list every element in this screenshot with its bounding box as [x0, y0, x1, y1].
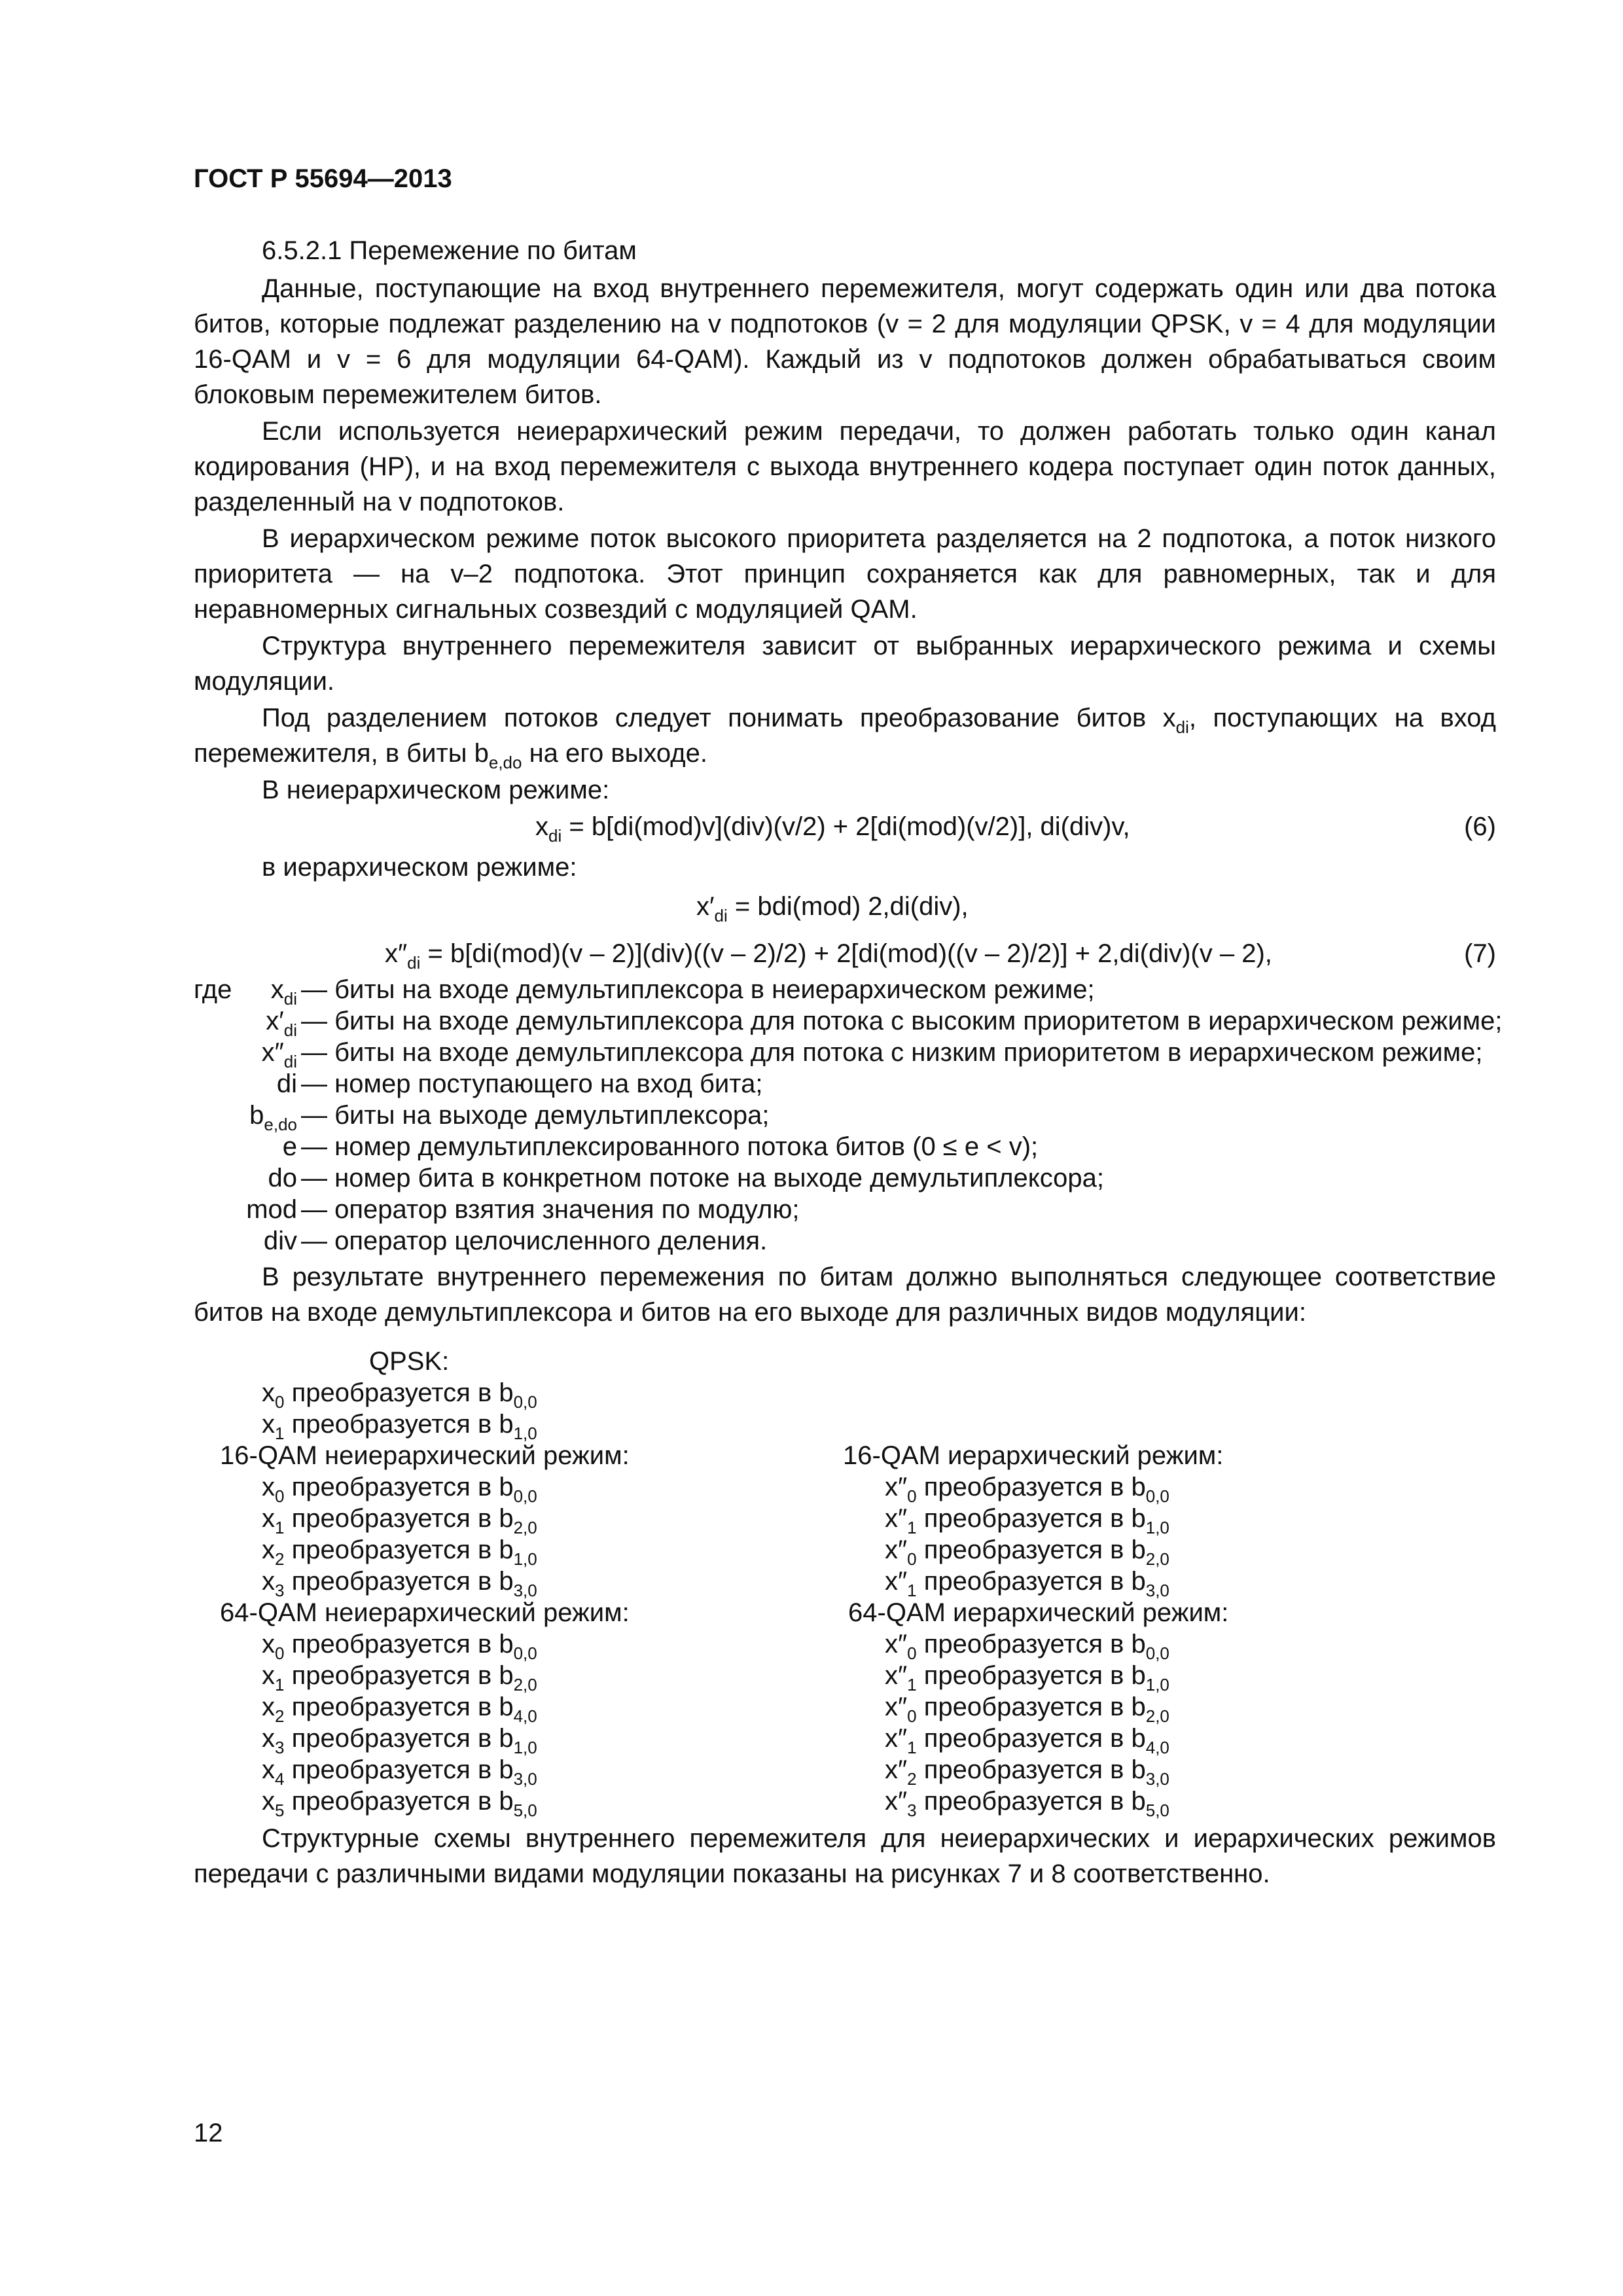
- equation-7a-body: $x'_{di} = bdi(mod)$ 2,di(div),: [696, 892, 969, 925]
- definitions-list: [194, 974, 1503, 1257]
- mapping-row: $x''_0$ преобразуется в $b_{0,0}$: [885, 1630, 1169, 1663]
- mapping-row: $x_0$ преобразуется в $b_{0,0}$: [262, 1630, 537, 1663]
- paragraph-3: В иерархическом режиме поток высокого приоритета разделяется на 2 подпотока, а поток низкого приоритета — на v–2 подпотока. Этот принцип сохраняется как для равномерных, так и для неравномерных сигнальных созвездий с модуляцией QAM.: [194, 524, 1496, 624]
- mapping-row: $x''_1$ преобразуется в $b_{1,0}$: [885, 1504, 1169, 1537]
- qam16-hier-mapping: [843, 1440, 1224, 1600]
- paragraph-1: Данные, поступающие на вход внутреннего перемежителя, могут содержать один или два потока битов, которые подлежат разделению на v подпотоков (v = 2 для модуляции QPSK, v = 4 для модуляции 16-QAM и v = 6 для модуляции 64-QAM). Каждый из v подпотоков должен обрабатываться своим блоковым перемежителем битов.: [194, 274, 1496, 409]
- equation-7-number: (7): [1464, 939, 1496, 968]
- mapping-row: $x''_0$ преобразуется в $b_{2,0}$: [885, 1693, 1169, 1726]
- mapping-row: $x_0$ преобразуется в $b_{0,0}$: [262, 1473, 537, 1506]
- mapping-row: $x_4$ преобразуется в $b_{3,0}$: [262, 1755, 537, 1789]
- definition-item: $x''_{di}$ — биты на входе демультиплексора для потока с низким приоритетом в иерархическом режиме;: [261, 1038, 1483, 1071]
- qam16-hier-title: 16-QAM иерархический режим:: [843, 1441, 1224, 1470]
- section-title: 6.5.2.1 Перемежение по битам: [262, 236, 637, 265]
- equation-6-number: (6): [1464, 812, 1496, 841]
- main-content: [194, 233, 1503, 1893]
- definition-item: div — оператор целочисленного деления.: [263, 1227, 768, 1255]
- qam16-nonhier-mapping: [220, 1440, 630, 1600]
- mapping-row: $x''_1$ преобразуется в $b_{1,0}$: [885, 1661, 1169, 1695]
- definition-item: mod — оператор взятия значения по модулю;: [246, 1195, 800, 1224]
- mapping-row: $x''_1$ преобразуется в $b_{4,0}$: [885, 1724, 1169, 1757]
- mapping-row: $x''_3$ преобразуется в $b_{5,0}$: [885, 1787, 1169, 1820]
- paragraph-2: Если используется неиерархический режим передачи, то должен работать только один канал кодирования (HP), и на вход перемежителя с выхода внутреннего кодера поступает один поток данных, разделенный на v подпотоков.: [194, 417, 1496, 516]
- qpsk-mapping: [262, 1346, 537, 1443]
- nonhier-label: В неиерархическом режиме:: [262, 776, 610, 804]
- mapping-row: $x_5$ преобразуется в $b_{5,0}$: [262, 1787, 537, 1820]
- equation-6: [194, 809, 1496, 844]
- mapping-row: $x_2$ преобразуется в $b_{1,0}$: [262, 1535, 537, 1569]
- equation-7b: [194, 936, 1496, 971]
- mapping-row: $x_1$ преобразуется в $b_{1,0}$: [262, 1410, 537, 1443]
- definition-item: di — номер поступающего на вход бита;: [276, 1069, 763, 1098]
- equation-7b-body: $x''_{di} = b[di(mod)(v - 2)](div)((v - 2)/2) + 2[di(mod)((v - 2)/2)] + 2,di(div)(v - 2)$,: [385, 939, 1272, 973]
- final-paragraph: Структурные схемы внутреннего перемежителя для неиерархических и иерархических режимов передачи с различными видами модуляции показаны на рисунках 7 и 8 соответственно.: [194, 1824, 1496, 1888]
- mapping-row: $x''_0$ преобразуется в $b_{0,0}$: [885, 1473, 1169, 1506]
- qam64-nonhier-mapping: [220, 1597, 630, 1820]
- definition-item: do — номер бита в конкретном потоке на выходе демультиплексора;: [268, 1164, 1105, 1193]
- mapping-row: $x_0$ преобразуется в $b_{0,0}$: [262, 1378, 537, 1412]
- paragraph-4: Структура внутреннего перемежителя зависит от выбранных иерархического режима и схемы модуляции.: [194, 632, 1496, 696]
- equation-6-body: $x_{di} = b[di(mod)v](div)(v/2) + 2[di(mod)(v/2)]$, di(div)v,: [535, 812, 1130, 846]
- mapping-row: $x''_1$ преобразуется в $b_{3,0}$: [885, 1567, 1169, 1600]
- definition-item: $x'_{di}$ — биты на входе демультиплексора для потока с высоким приоритетом в иерархическом режиме;: [266, 1007, 1503, 1040]
- document-header: ГОСТ Р 55694—2013: [194, 164, 452, 193]
- definition-item: e — номер демультиплексированного потока битов (0 ≤ e < v);: [282, 1132, 1039, 1161]
- qam64-hier-title: 64-QAM иерархический режим:: [848, 1598, 1229, 1627]
- qam16-nonhier-title: 16-QAM неиерархический режим:: [220, 1441, 630, 1470]
- qam64-nonhier-title: 64-QAM неиерархический режим:: [220, 1598, 630, 1627]
- bit-mappings: [194, 1336, 1496, 1821]
- mapping-row: $x_3$ преобразуется в $b_{3,0}$: [262, 1567, 537, 1600]
- mapping-row: $x''_0$ преобразуется в $b_{2,0}$: [885, 1535, 1169, 1569]
- mapping-row: $x''_2$ преобразуется в $b_{3,0}$: [885, 1755, 1169, 1789]
- definition-item: где $x_{di}$ — биты на входе демультиплексора в неиерархическом режиме;: [194, 975, 1095, 1009]
- hier-label: в иерархическом режиме:: [262, 853, 577, 882]
- result-paragraph: В результате внутреннего перемежения по битам должно выполняться следующее соответствие битов на входе демультиплексора и битов на его выходе для различных видов модуляции:: [194, 1263, 1496, 1327]
- mapping-row: $x_3$ преобразуется в $b_{1,0}$: [262, 1724, 537, 1757]
- page-number: 12: [194, 2119, 223, 2147]
- mapping-row: $x_1$ преобразуется в $b_{2,0}$: [262, 1661, 537, 1695]
- paragraph-stream-split: Под разделением потоков следует понимать преобразование битов $x_{di}$, поступающих на вход перемежителя, в биты $b_{e,do}$ на его выходе.: [194, 704, 1496, 772]
- mapping-row: $x_1$ преобразуется в $b_{2,0}$: [262, 1504, 537, 1537]
- qam64-hier-mapping: [848, 1597, 1229, 1820]
- definition-item: $b_{e,do}$ — биты на выходе демультиплексора;: [249, 1101, 770, 1134]
- qpsk-title: QPSK:: [369, 1347, 450, 1376]
- equation-7a: [194, 889, 1496, 924]
- mapping-row: $x_2$ преобразуется в $b_{4,0}$: [262, 1693, 537, 1726]
